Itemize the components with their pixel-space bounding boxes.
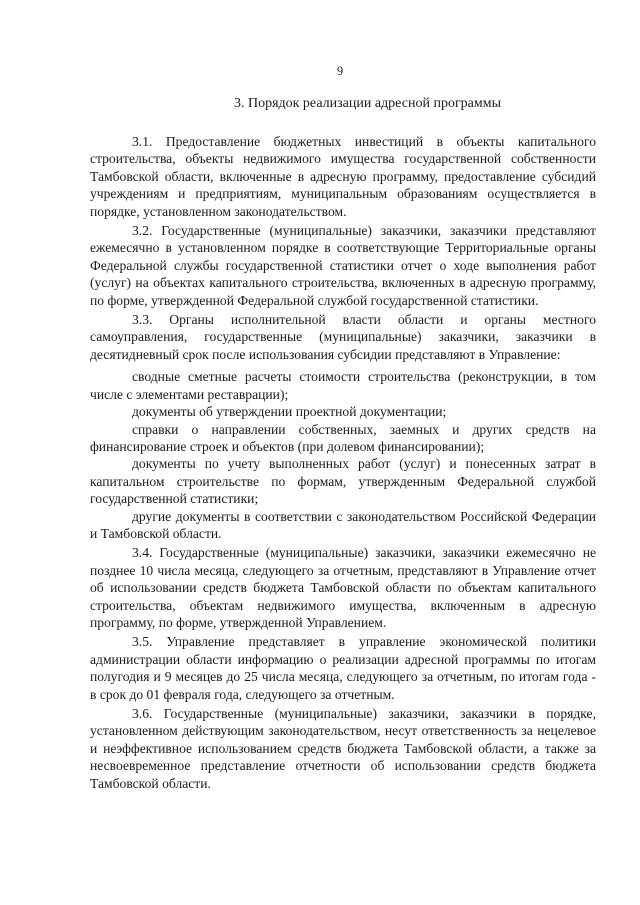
list-item-funding-certificates: справки о направлении собственных, заемных и других средств на финансирование строек и объектов (при долевом финансировании); xyxy=(90,421,596,454)
paragraph-3-2: 3.2. Государственные (муниципальные) заказчики, заказчики представляют ежемесячно в установленном порядке в соответствующие Территориальные органы Федеральной службы государственной статистики отчет о ходе выполнения работ (услуг) на объектах капитального строительства, включенных в адресную программу, по форме, утвержденной Федеральной службой государственной статистики. xyxy=(90,223,596,308)
paragraph-3-1: 3.1. Предоставление бюджетных инвестиций в объекты капитального строительства, объекты недвижимого имущества государственной собственности Тамбовской области, включенные в адресную программу, предоставление субсидий учреждениям и предприятиям, муниципальным образованиям осуществляется в порядке, установленном законодательством. xyxy=(90,134,596,219)
paragraph-3-3: 3.3. Органы исполнительной власти области и органы местного самоуправления, государственные (муниципальные) заказчики, заказчики в десятидневный срок после использования субсидии представляют в Управление: xyxy=(90,312,596,362)
list-item-accounting-docs: документы по учету выполненных работ (услуг) и понесенных затрат в капитальном строительстве по формам, утвержденным Федеральной службой государственной статистики; xyxy=(90,456,596,507)
list-item-approval-docs: документы об утверждении проектной документации; xyxy=(132,404,447,420)
page-number: 9 xyxy=(336,64,344,78)
paragraph-3-4: 3.4. Государственные (муниципальные) заказчики, заказчики ежемесячно не позднее 10 числа месяца, следующего за отчетным, представляют в Управление отчет об использовании средств бюджета Тамбовской области по объектам капитального строительства, объектам недвижимого имущества, включенным в адресную программу, по форме, утвержденной Управлением. xyxy=(90,545,596,630)
paragraph-3-5: 3.5. Управление представляет в управление экономической политики администрации области информацию о реализации адресной программы по итогам полугодия и 9 месяцев до 25 числа месяца, следующего за отчетным, по итогам года - в срок до 01 февраля года, следующего за отчетным. xyxy=(90,634,596,702)
paragraph-3-6: 3.6. Государственные (муниципальные) заказчики, заказчики в порядке, установленном действующим законодательством, несут ответственность за нецелевое и неэффективное использованием средств бюджета Тамбовской области, а также за несвоевременное представление отчетности об использовании средств бюджета Тамбовской области. xyxy=(90,706,596,791)
list-item-other-docs: другие документы в соответствии с законодательством Российской Федерации и Тамбовской области. xyxy=(90,508,596,541)
document-body xyxy=(90,133,596,792)
list-item-estimates: сводные сметные расчеты стоимости строительства (реконструкции, в том числе с элементами реставрации); xyxy=(90,369,596,402)
section-title: 3. Порядок реализации адресной программы xyxy=(233,96,502,111)
